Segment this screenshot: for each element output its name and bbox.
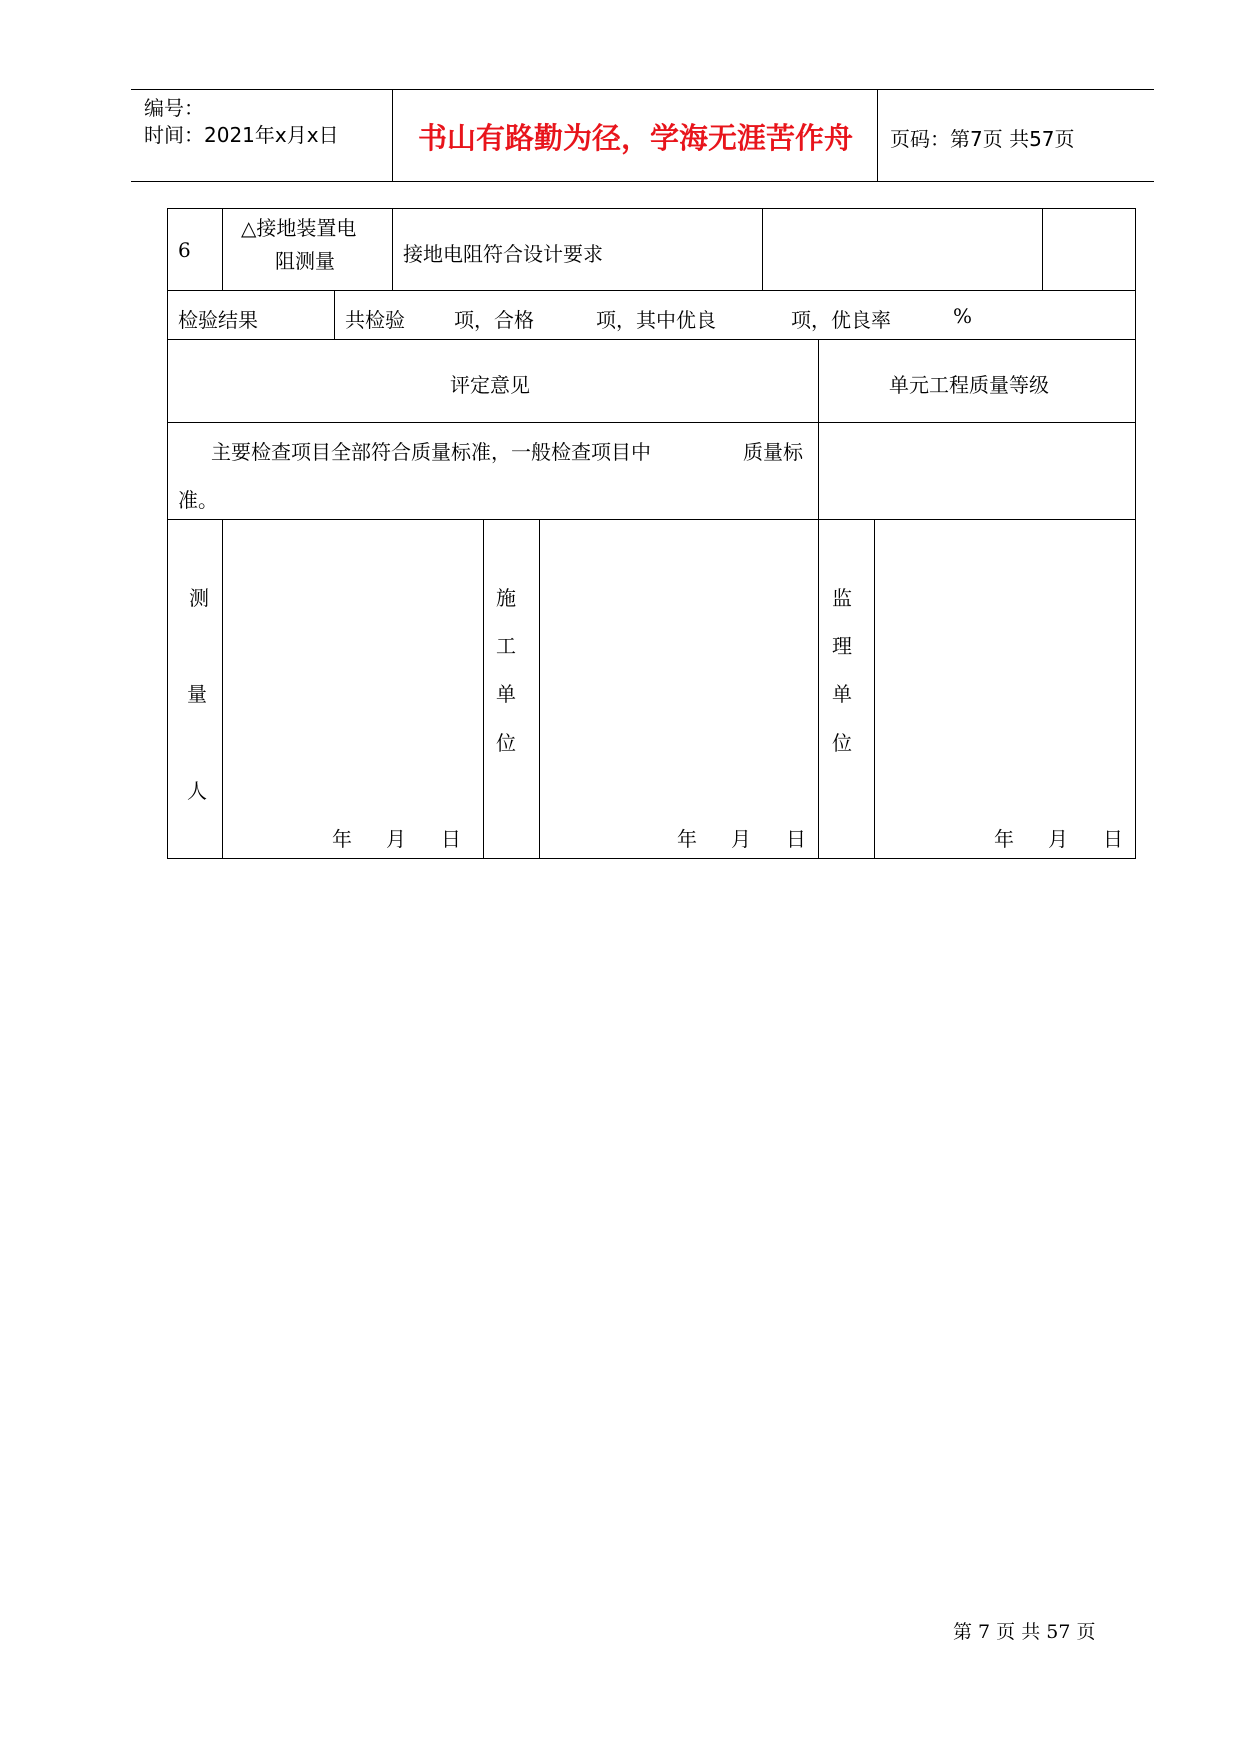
- row-separator: [167, 339, 1136, 340]
- label-char: 人: [187, 779, 207, 803]
- label-char: 施: [496, 586, 516, 610]
- table-border-right: [1135, 208, 1136, 859]
- header-top-rule: [131, 89, 1154, 90]
- result-label: 检验结果: [178, 308, 258, 332]
- date-year: 年: [677, 827, 697, 851]
- col-separator: [392, 208, 393, 291]
- col-separator: [222, 208, 223, 291]
- opinion-header: 评定意见: [450, 373, 530, 397]
- item-name-line2: 阻测量: [275, 249, 335, 273]
- date-month: 月: [386, 827, 406, 851]
- col-separator: [222, 519, 223, 859]
- opinion-text-line1a: 主要检查项目全部符合质量标准，一般检查项目中: [211, 440, 651, 464]
- code-label: 编号：: [144, 96, 204, 120]
- date-year: 年: [332, 827, 352, 851]
- item-requirement: 接地电阻符合设计要求: [403, 242, 603, 266]
- date-year: 年: [994, 827, 1014, 851]
- time-label: 时间：2021年x月x日: [144, 123, 339, 147]
- table-border-left: [167, 208, 168, 859]
- row-separator: [167, 519, 1136, 520]
- row-index: 6: [178, 238, 191, 262]
- date-day: 日: [786, 827, 806, 851]
- opinion-text-line1b: 质量标: [743, 440, 803, 464]
- header-divider-left: [392, 89, 393, 182]
- date-month: 月: [731, 827, 751, 851]
- opinion-text-line2: 准。: [178, 488, 218, 512]
- header-bottom-rule: [131, 181, 1154, 182]
- label-char: 理: [832, 634, 852, 658]
- result-qualified: 项，合格: [454, 308, 534, 332]
- label-char: 测: [189, 586, 209, 610]
- col-separator: [334, 290, 335, 340]
- label-char: 监: [832, 586, 852, 610]
- header-page-label: 页码：第7页 共57页: [890, 127, 1075, 151]
- result-total: 共检验: [345, 308, 405, 332]
- header-slogan: 书山有路勤为径，学海无涯苦作舟: [418, 121, 854, 155]
- col-separator: [874, 519, 875, 859]
- col-separator: [762, 208, 763, 291]
- label-char: 工: [496, 634, 516, 658]
- label-char: 单: [832, 682, 852, 706]
- col-separator: [539, 519, 540, 859]
- date-month: 月: [1048, 827, 1068, 851]
- label-char: 量: [187, 682, 207, 706]
- table-border-top: [167, 208, 1136, 209]
- table-border-bottom: [167, 858, 1136, 859]
- label-char: 位: [496, 731, 516, 755]
- grade-header: 单元工程质量等级: [889, 373, 1049, 397]
- label-char: 位: [832, 731, 852, 755]
- label-char: 单: [496, 682, 516, 706]
- footer-page-label: 第 7 页 共 57 页: [953, 1621, 1096, 1643]
- result-percent: %: [953, 304, 973, 328]
- col-separator: [483, 519, 484, 859]
- item-name-line1: △接地装置电: [241, 216, 357, 240]
- header-divider-right: [877, 89, 878, 182]
- row-separator: [167, 422, 1136, 423]
- col-separator: [818, 339, 819, 520]
- col-separator: [1042, 208, 1043, 291]
- result-excellent: 项，其中优良: [596, 308, 716, 332]
- row-separator: [167, 290, 1136, 291]
- result-rate: 项，优良率: [791, 308, 891, 332]
- col-separator: [818, 519, 819, 859]
- date-day: 日: [441, 827, 461, 851]
- date-day: 日: [1103, 827, 1123, 851]
